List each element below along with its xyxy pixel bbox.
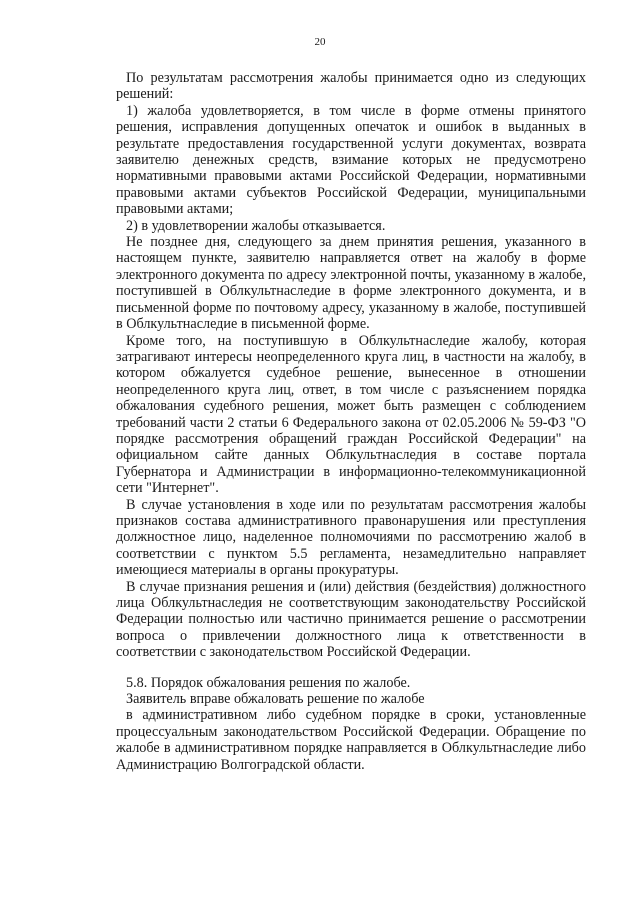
paragraph-offense-signs: В случае установления в ходе или по результатам рассмотрения жалобы признаков состава административного правонарушения или преступления должностное лицо, наделенное полномочиями по рассмотрению жалоб в соответствии с пунктом 5.5 регламента, незамедлительно направляет имеющиеся материалы в органы прокуратуры. <box>116 496 586 579</box>
paragraph-indefinite-persons: Кроме того, на поступившую в Облкультнаследие жалобу, которая затрагивают интересы неопределенного круга лиц, в частности на жалобу, в котором обжалуется судебное решение, вынесенное в отношении неопределенного круга лиц, ответ, в том числе с разъяснением порядка обжалования судебного решения, может быть размещен с соблюдением требований части 2 статьи 6 Федерального закона от 02.05.2006 № 59-ФЗ "О порядке рассмотрения обращений граждан Российской Федерации" на официальном сайте данных Облкультнаследия в составе портала Губернатора и Администрации в информационно-телекоммуникационной сети "Интернет". <box>116 332 586 497</box>
paragraph-applicant-right: Заявитель вправе обжаловать решение по жалобе <box>126 691 425 708</box>
page-number: 20 <box>314 36 326 48</box>
paragraph-decision-1: 1) жалоба удовлетворяется, в том числе в форме отмены принятого решения, исправления допущенных опечаток и ошибок в выданных в результате предоставления государственной услуги документах, возврата заявителю денежных средств, взимание которых не предусмотрено нормативными правовыми актами Российской Федерации, нормативными правовыми актами субъектов Российской Федерации, муниципальными правовыми актами; <box>116 102 586 218</box>
document-body <box>116 70 586 773</box>
section-heading-5-8: 5.8. Порядок обжалования решения по жалобе. <box>126 674 411 691</box>
paragraph-response-deadline: Не позднее дня, следующего за днем принятия решения, указанного в настоящем пункте, заявителю направляется ответ на жалобу в форме электронного документа по адресу электронной почты, указанному в жалобе, поступившей в Облкультнаследие в форме электронного документа, и в письменной форме по почтовому адресу, указанному в жалобе, поступившей в Облкультнаследие в письменной форме. <box>116 234 586 333</box>
paragraph-decision-2: 2) в удовлетворении жалобы отказывается. <box>126 217 386 234</box>
paragraph-decisions-intro: По результатам рассмотрения жалобы принимается одно из следующих решений: <box>116 70 586 103</box>
paragraph-appeal-procedure: в административном либо судебном порядке в сроки, установленные процессуальным законодательством Российской Федерации. Обращение по жалобе в административном порядке направляется в Облкультнаследие либо Администрацию Волгоградской области. <box>116 707 586 773</box>
paragraph-official-liability: В случае признания решения и (или) действия (бездействия) должностного лица Облкультнаследия не соответствующим законодательству Российской Федерации полностью или частично принимается решение о рассмотрении вопроса о привлечении должностного лица к ответственности в соответствии с законодательством Российской Федерации. <box>116 578 586 661</box>
